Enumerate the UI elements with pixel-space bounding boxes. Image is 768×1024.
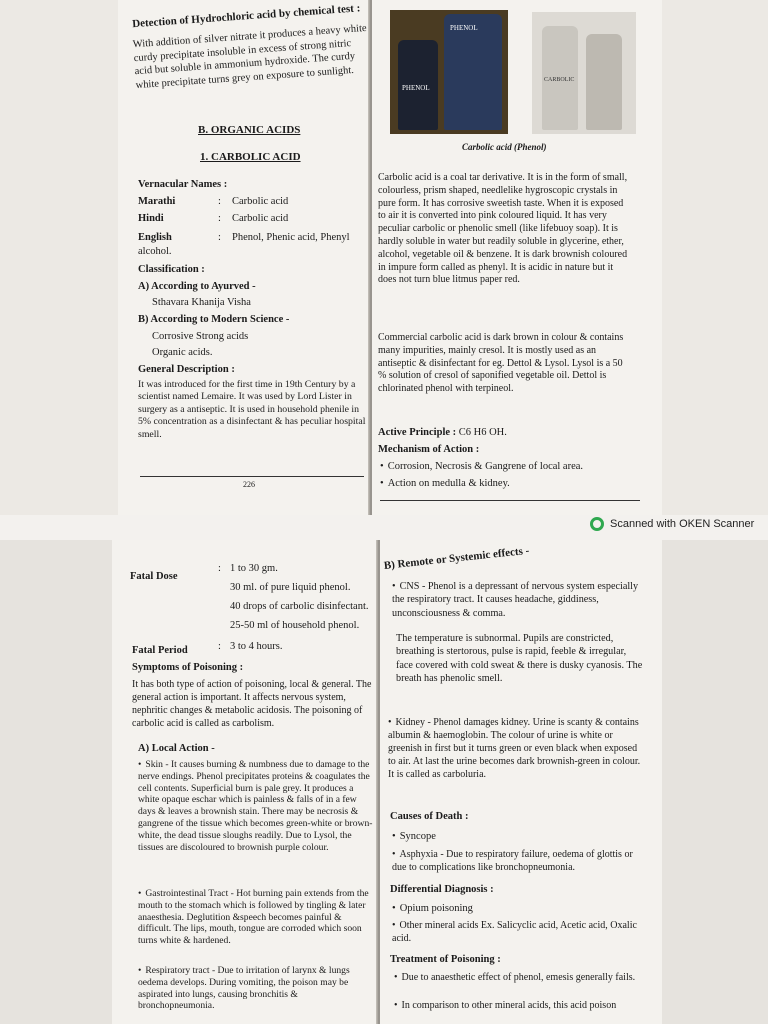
local-item-respiratory: • Respiratory tract - Due to irritation of larynx & lungs oedema develops. During vomiting, the poison may be aspirated into lungs, causing bronchitis & bronchopneumonia. (138, 965, 376, 1012)
active-principle: Active Principle : C6 H6 OH. (378, 427, 507, 438)
detection-title: Detection of Hydrochloric acid by chemical test : (131, 2, 361, 31)
fatal-period-value: 3 to 4 hours. (230, 641, 283, 652)
treatment-label: Treatment of Poisoning : (390, 954, 501, 965)
fatal-dose-2: 30 ml. of pure liquid phenol. (230, 582, 351, 593)
modern-value-2: Organic acids. (152, 347, 213, 358)
scanner-watermark (590, 517, 754, 531)
fatal-period-label: Fatal Period (132, 645, 188, 656)
fatal-dose-3: 40 drops of carbolic disinfectant. (230, 601, 369, 612)
fatal-dose-1: 1 to 30 gm. (230, 563, 278, 574)
ayurved-label: A) According to Ayurved - (138, 281, 256, 292)
modern-value-1: Corrosive Strong acids (152, 331, 249, 342)
differential-item-mineral: • Other mineral acids Ex. Salicyclic acid, Acetic acid, Oxalic acid. (392, 920, 644, 946)
page-229 (380, 540, 662, 1024)
local-item-gi: • Gastrointestinal Tract - Hot burning pain extends from the mouth to the stomach which is followed by tingling & later anaesthesia. Deglutition &speech becomes painful & difficult. The lips, mouth, tongue are corroded which soon turns white & hardened. (138, 888, 376, 947)
bottle-label-2: PHENOL (402, 84, 430, 92)
remote-item-temperature: The temperature is subnormal. Pupils are constricted, breathing is stertorous, pulse is rapid, feeble & irregular, face covered with cold sweat & there is dusky cyanosis. The breath has phenolic smell. (396, 633, 643, 685)
local-item-skin: • Skin - It causes burning & numbness due to damage to the nerve endings. Phenol precipitates proteins & coagulates the cell contents. Superficial burn is pale grey. It produces a white opaque eschar which is painless & falls of in a few days & leaves a brownish stain. There may be necrosis & gangrene of the tissue which becomes green-white or brown-white, the dead tissue sloughs readily. Due to Lysol, the tissues are discoloured to brownish purple colour. (138, 759, 376, 853)
footer-rule (140, 476, 364, 477)
sub-heading: 1. CARBOLIC ACID (200, 151, 301, 163)
mechanism-item-1: • Corrosion, Necrosis & Gangrene of local area. (380, 460, 583, 474)
photo-caption: Carbolic acid (Phenol) (462, 142, 547, 152)
fatal-dose-label: Fatal Dose (130, 571, 178, 582)
scanner-label: Scanned with OKEN Scanner (610, 518, 755, 530)
fatal-dose-4: 25-50 ml of household phenol. (230, 620, 360, 631)
para-commercial: Commercial carbolic acid is dark brown in colour & contains many impurities, mainly cresol. It is mostly used as an antiseptic & disinfectant for eg. Dettol & Lysol. Lysol is a 50 % solution of cresol of saponified vegetable oil. Dettol is chlorinated phenol with terpineol. (378, 332, 624, 395)
death-item-asphyxia: • Asphyxia - Due to respiratory failure, oedema of glottis or due to complications like bronchopneumonia. (392, 849, 644, 875)
page-228 (112, 540, 378, 1024)
section-heading: B. ORGANIC ACIDS (198, 124, 301, 136)
mechanism-label: Mechanism of Action : (378, 444, 480, 455)
bottom-spread (0, 540, 768, 1024)
death-label: Causes of Death : (390, 811, 469, 822)
mechanism-item-2: • Action on medulla & kidney. (380, 477, 510, 491)
remote-effects-label: B) Remote or Systemic effects - (383, 544, 530, 572)
bottle-icon (586, 34, 622, 130)
differential-label: Differential Diagnosis : (390, 884, 494, 895)
fatal-dose-colon: : (218, 563, 221, 574)
modern-label: B) According to Modern Science - (138, 314, 290, 325)
differential-item-opium: • Opium poisoning (392, 902, 473, 916)
oken-logo-icon (590, 517, 604, 531)
page-227 (372, 0, 662, 515)
remote-item-kidney: • Kidney - Phenol damages kidney. Urine is scanty & contains albumin & haemoglobin. The colour of urine is white or greenish in first but it turns green or even black when exposed to air. At last the urine becomes dark brownish-green in colour. It is called as carboluria. (388, 716, 644, 781)
footer-rule (380, 500, 640, 501)
treatment-item-comparison: • In comparison to other mineral acids, this acid poison (394, 1000, 644, 1013)
local-action-label: A) Local Action - (138, 743, 215, 754)
classification-label: Classification : (138, 264, 205, 275)
vernacular-label: Vernacular Names : (138, 179, 228, 190)
remote-item-cns: • CNS - Phenol is a depressant of nervous system especially the respiratory tract. It causes headache, giddiness, unconsciousness & comma. (392, 580, 644, 620)
name-row-hindi: Hindi : Carbolic acid (138, 213, 289, 224)
detection-body: With addition of silver nitrate it produces a heavy white curdy precipitate insoluble in excess of strong nitric acid but soluble in ammonium hydroxide. The curdy white precipitate turns grey on exposure to sunlight. (132, 22, 367, 91)
phenol-bottle-photo (390, 10, 508, 134)
bottle-label-3: CARBOLIC (544, 77, 575, 83)
fatal-period-colon: : (218, 641, 221, 652)
carbolic-bottle-photo (532, 12, 636, 134)
general-label: General Description : (138, 364, 235, 375)
death-item-syncope: • Syncope (392, 830, 436, 844)
name-row-english: English : Phenol, Phenic acid, Phenyl alcohol. (138, 232, 350, 257)
general-body: It was introduced for the first time in 19th Century by a scientist named Lemaire. It was used by Lord Lister in surgery as a antiseptic. It is used in household phenile in 5% concentration as a disinfectant & has peculiar hospital smell. (138, 379, 366, 440)
symptoms-label: Symptoms of Poisoning : (132, 662, 244, 673)
treatment-item-emesis: • Due to anaesthetic effect of phenol, emesis generally fails. (394, 972, 644, 985)
page-226 (118, 0, 370, 515)
symptoms-body: It has both type of action of poisoning, local & general. The general action is important. It affects nervous system, nephritic changes & metabolic acidosis. The poisoning of carbolic acid is called as carbolism. (132, 679, 372, 729)
page-number: 226 (243, 480, 255, 489)
name-row-marathi: Marathi : Carbolic acid (138, 196, 289, 207)
ayurved-value: Sthavara Khanija Visha (152, 297, 251, 308)
para-description: Carbolic acid is a coal tar derivative. It is in the form of small, colourless, prism shaped, needlelike hygroscopic crystals in pure form. It has corrosive sweetish taste. When it is exposed to air it is converted into pink coloured liquid. It has very peculiar carbolic or phenolic smell (like lifebuoy soap). It is hardly soluble in water but readily soluble in glycerine, ether, alcohol, vegetable oil & benzene. It is dark brownish coloured in impure form called as phenyl. It is acidic in nature but it does not turn blue litmus paper red. (378, 172, 628, 286)
bottle-label-1: PHENOL (450, 24, 478, 32)
